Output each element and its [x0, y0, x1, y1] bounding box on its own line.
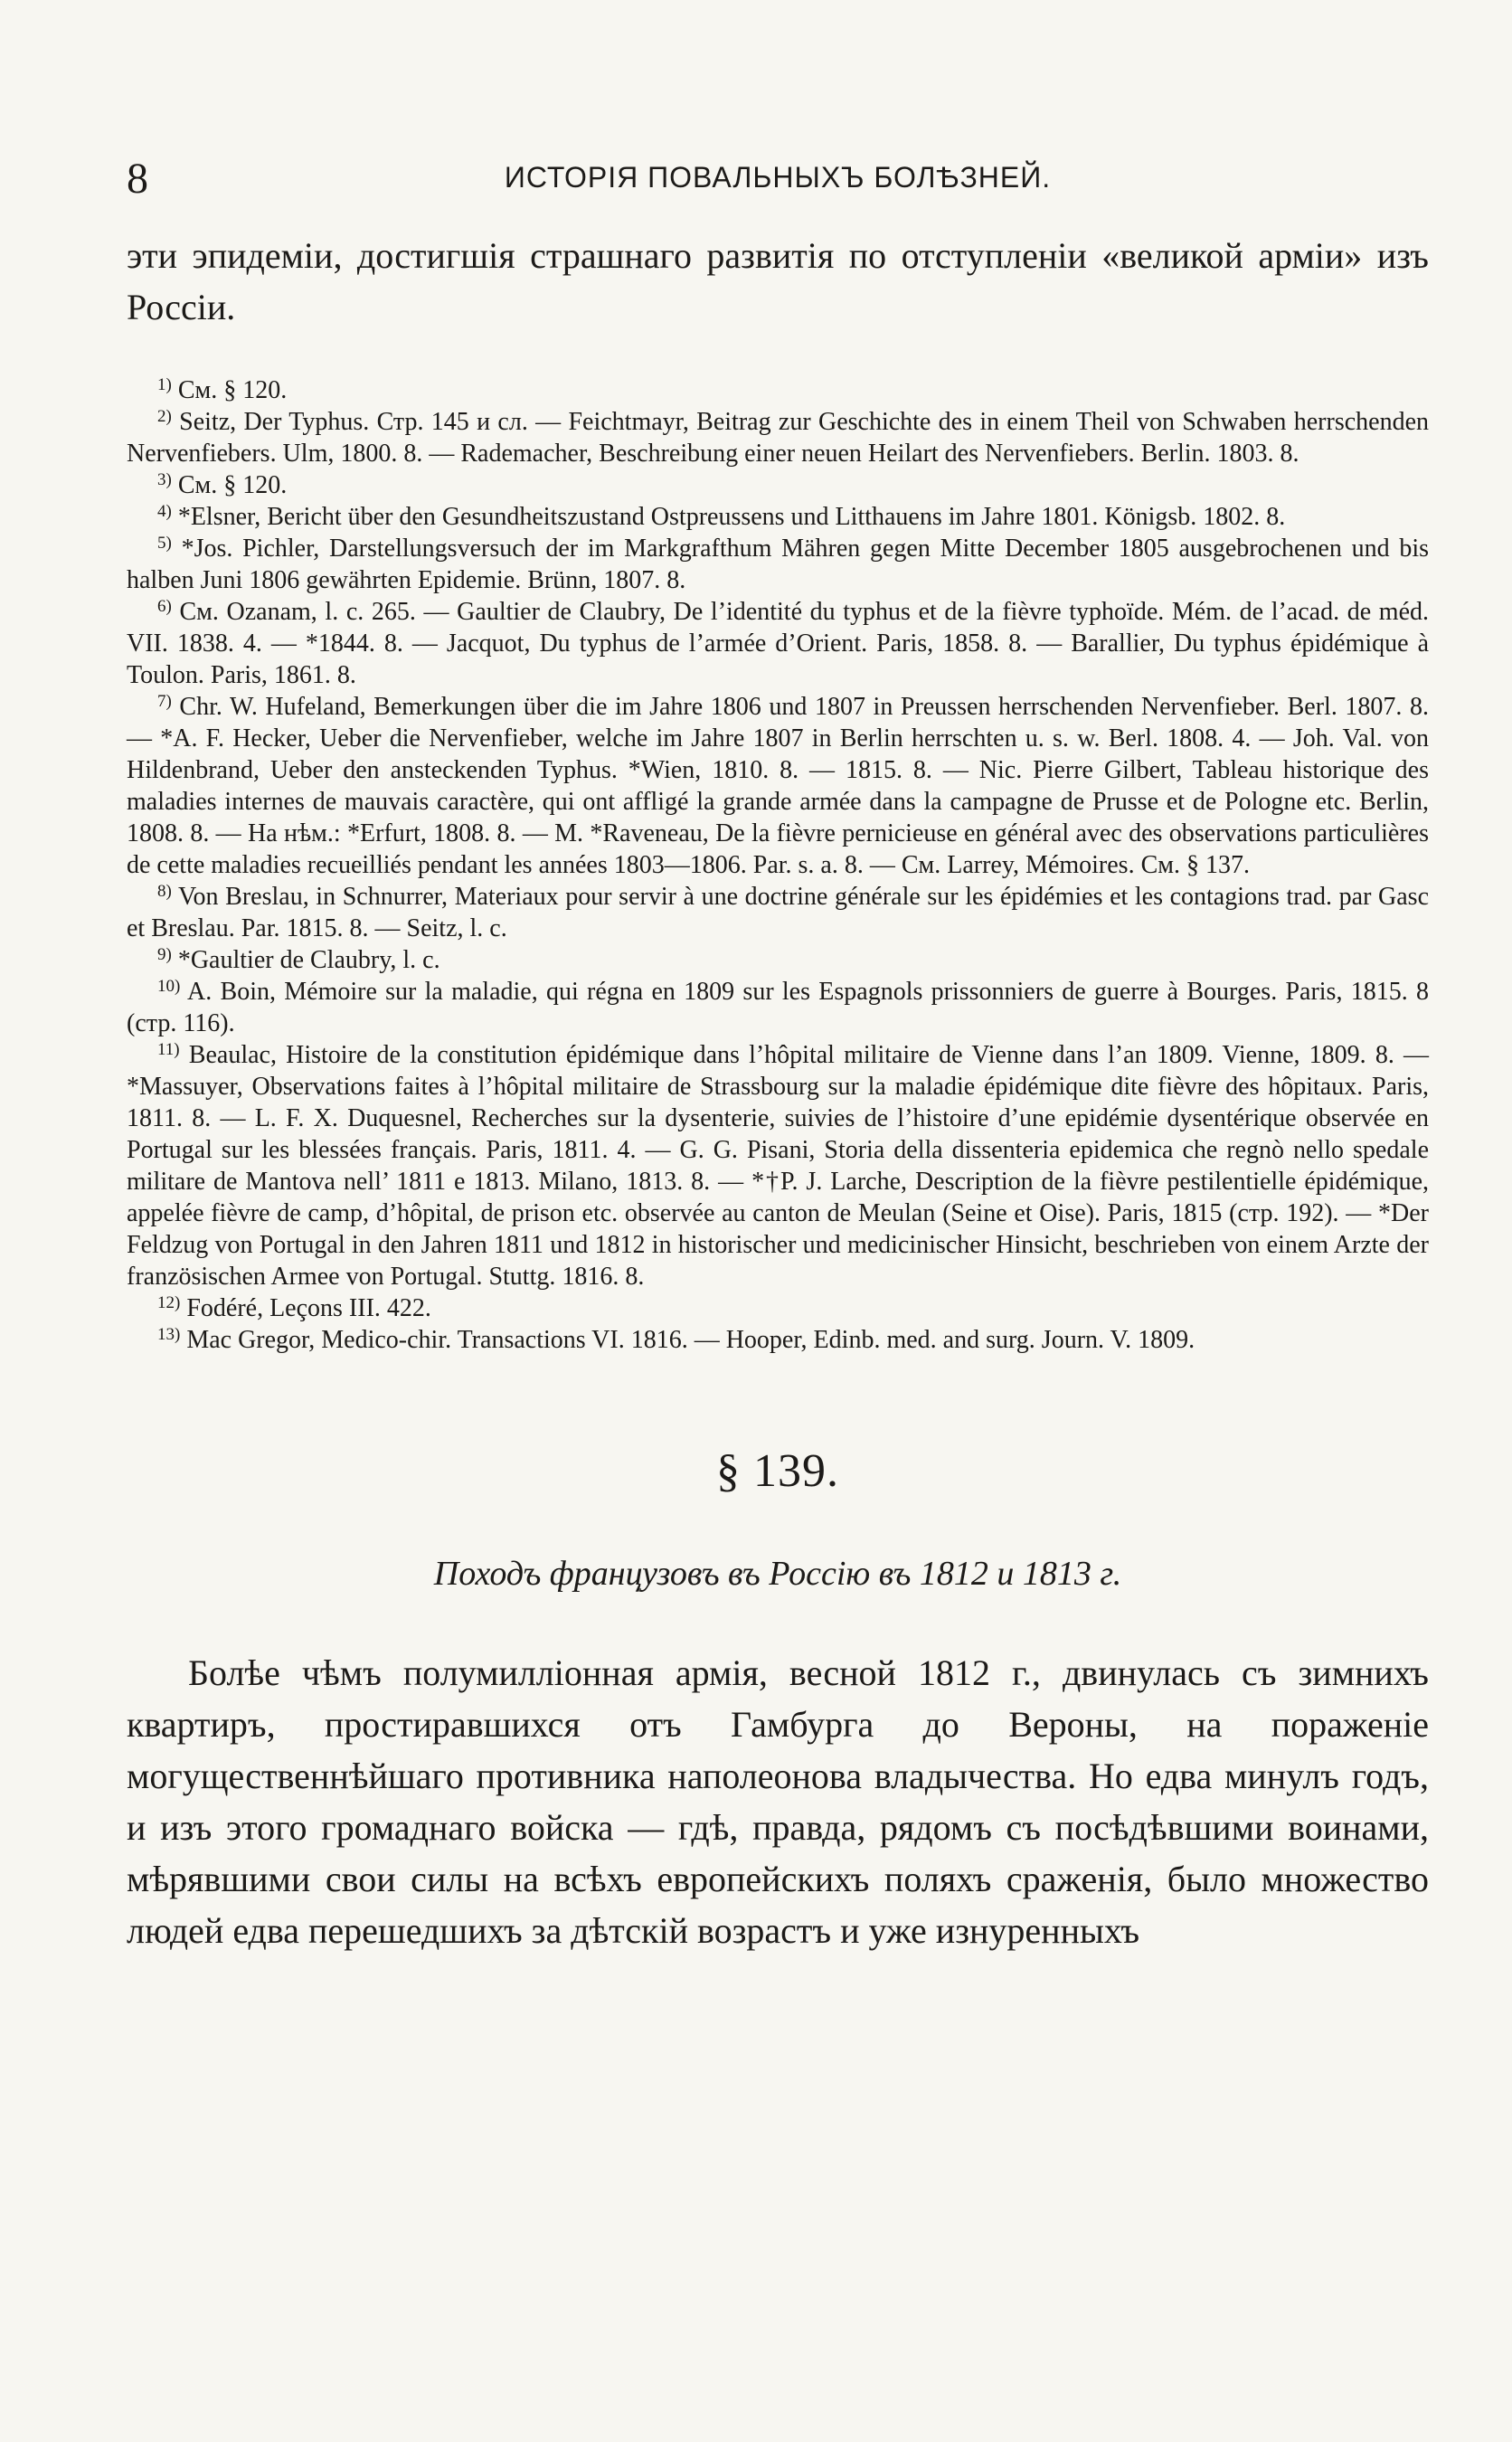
- footnote-text: *Gaultier de Claubry, l. c.: [177, 946, 440, 974]
- footnote-number: 4): [157, 502, 172, 521]
- footnote-text: Von Breslau, in Schnurrer, Materiaux pour servir à une doctrine générale sur les épidémies et les contagions trad. par Gasc et Breslau. Par. 1815. 8. — Seitz, l. c.: [127, 883, 1429, 942]
- footnote-text: Seitz, Der Typhus. Стр. 145 и сл. — Feichtmayr, Beitrag zur Geschichte des in einem Theil von Schwaben herrschenden Nervenfiebers. Ulm, 1800. 8. — Rademacher, Beschreibung einer neuen Heilart des Nervenfiebers. Berlin. 1803. 8.: [127, 408, 1430, 468]
- footnote-11: [127, 1039, 1429, 1292]
- footnote-2: [127, 406, 1429, 469]
- footnote-number: 13): [157, 1325, 181, 1344]
- footnote-number: 6): [157, 597, 172, 616]
- footnote-12: [127, 1292, 1429, 1324]
- footnote-4: [127, 501, 1429, 533]
- footnote-text: *Jos. Pichler, Darstellungsversuch der im Markgrafthum Mähren gegen Mitte December 1805 ausgebrochenen und bis halben Juni 1806 gewährten Epidemie. Brünn, 1807. 8.: [127, 535, 1430, 594]
- footnote-number: 8): [157, 882, 172, 901]
- footnote-text: См. § 120.: [177, 376, 288, 404]
- footnote-6: [127, 596, 1429, 691]
- continued-paragraph: эти эпидеміи, достигшія страшнаго развитія по отступленіи «великой арміи» изъ Россіи.: [127, 235, 1429, 327]
- footnote-number: 11): [157, 1040, 180, 1059]
- footnote-number: 5): [157, 534, 172, 553]
- footnotes: [127, 374, 1429, 1356]
- footnote-text: См. § 120.: [177, 471, 288, 499]
- footnote-10: [127, 976, 1429, 1039]
- footnote-number: 10): [157, 977, 181, 996]
- footnote-text: Fodéré, Leçons III. 422.: [186, 1294, 431, 1322]
- footnote-13: [127, 1324, 1429, 1356]
- footnote-text: A. Boin, Mémoire sur la maladie, qui régna en 1809 sur les Espagnols prissonniers de guerre à Bourges. Paris, 1815. 8 (стр. 116).: [127, 978, 1429, 1037]
- footnote-number: 3): [157, 470, 172, 489]
- footnote-9: [127, 944, 1429, 976]
- running-title: ИСТОРІЯ ПОВАЛЬНЫХЪ БОЛѢЗНЕЙ.: [504, 161, 1052, 194]
- footnote-number: 12): [157, 1293, 181, 1312]
- footnote-number: 9): [157, 945, 172, 964]
- footnote-3: [127, 469, 1429, 501]
- page-header: [127, 154, 1429, 208]
- footnote-number: 1): [157, 375, 172, 394]
- footnote-5: [127, 533, 1429, 596]
- section-title: Походъ французовъ въ Россію въ 1812 и 1813 г.: [433, 1555, 1122, 1593]
- footnote-text: Mac Gregor, Medico-chir. Transactions VI. 1816. — Hooper, Edinb. med. and surg. Journ. V. 1809.: [186, 1326, 1195, 1354]
- book-page: [127, 154, 1429, 1956]
- footnote-number: 7): [157, 692, 172, 711]
- section-number: § 139.: [716, 1445, 839, 1497]
- footnote-text: Beaulac, Histoire de la constitution épidémique dans l’hôpital militaire de Vienne dans l’an 1809. Vienne, 1809. 8. — *Massuyer, Observations faites à l’hôpital militaire de Strassbourg sur la maladie épidémique dite fièvre des hôpitaux. Paris, 1811. 8. — L. F. X. Duquesnel, Recherches sur la dysenterie, suivies de l’histoire d’une epidémie dysentérique observée en Portugal sur les blessées français. Paris, 1811. 4. — G. G. Pisani, Storia della dissenteria epidemica che regnò nello spedale militare de Mantova nell’ 1811 e 1813. Milano, 1813. 8. — *†P. J. Larche, Description de la fièvre pestilentielle épidémique, appelée fièvre de camp, d’hôpital, de prison etc. observée au canton de Meulan (Seine et Oise). Paris, 1815 (стр. 192). — *Der Feldzug von Portugal in den Jahren 1811 und 1812 in historischer und medicinischer Hinsicht, beschrieben von einem Arzte der französischen Armee von Portugal. Stuttg. 1816. 8.: [127, 1041, 1430, 1291]
- footnote-text: Chr. W. Hufeland, Bemerkungen über die im Jahre 1806 und 1807 in Preussen herrschenden Nervenfieber. Berl. 1807. 8. — *A. F. Hecker, Ueber die Nervenfieber, welche im Jahre 1807 in Berlin herrschten u. s. w. Berl. 1808. 4. — Joh. Val. von Hildenbrand, Ueber den ansteckenden Typhus. *Wien, 1810. 8. — 1815. 8. — Nic. Pierre Gilbert, Tableau historique des maladies internes de mauvais caractère, qui ont affligé la grande armée dans la campagne de Prusse et de Pologne etc. Berlin, 1808. 8. — На нѣм.: *Erfurt, 1808. 8. — M. *Raveneau, De la fièvre pernicieuse en général avec des observations particulières de cette maladies recueilliés pendant les années 1803—1806. Par. s. a. 8. — См. Larrey, Mémoires. См. § 137.: [127, 693, 1429, 879]
- body-paragraph: Болѣе чѣмъ полумилліонная армія, весной 1812 г., двинулась съ зимнихъ квартиръ, простиравшихся отъ Гамбурга до Вероны, на пораженіе могущественнѣйшаго противника наполеонова владычества. Но едва минулъ годъ, и изъ этого громаднаго войска — гдѣ, правда, рядомъ съ посѣдѣвшими воинами, мѣрявшими свои силы на всѣхъ европейскихъ поляхъ сраженія, было множество людей едва перешедшихъ за дѣтскій возрастъ и уже изнуренныхъ: [127, 1652, 1429, 1951]
- footnote-8: [127, 881, 1429, 944]
- footnote-text: *Elsner, Bericht über den Gesundheitszustand Ostpreussens und Litthauens im Jahre 1801. Königsb. 1802. 8.: [177, 503, 1286, 531]
- page-number: 8: [127, 155, 148, 203]
- footnote-1: [127, 374, 1429, 406]
- footnote-number: 2): [157, 407, 172, 426]
- footnote-7: [127, 691, 1429, 881]
- footnote-text: См. Ozanam, l. c. 265. — Gaultier de Claubry, De l’identité du typhus et de la fièvre typhoïde. Mém. de l’acad. de méd. VII. 1838. 4. — *1844. 8. — Jacquot, Du typhus de l’armée d’Orient. Paris, 1858. 8. — Barallier, Du typhus épidémique à Toulon. Paris, 1861. 8.: [127, 598, 1429, 689]
